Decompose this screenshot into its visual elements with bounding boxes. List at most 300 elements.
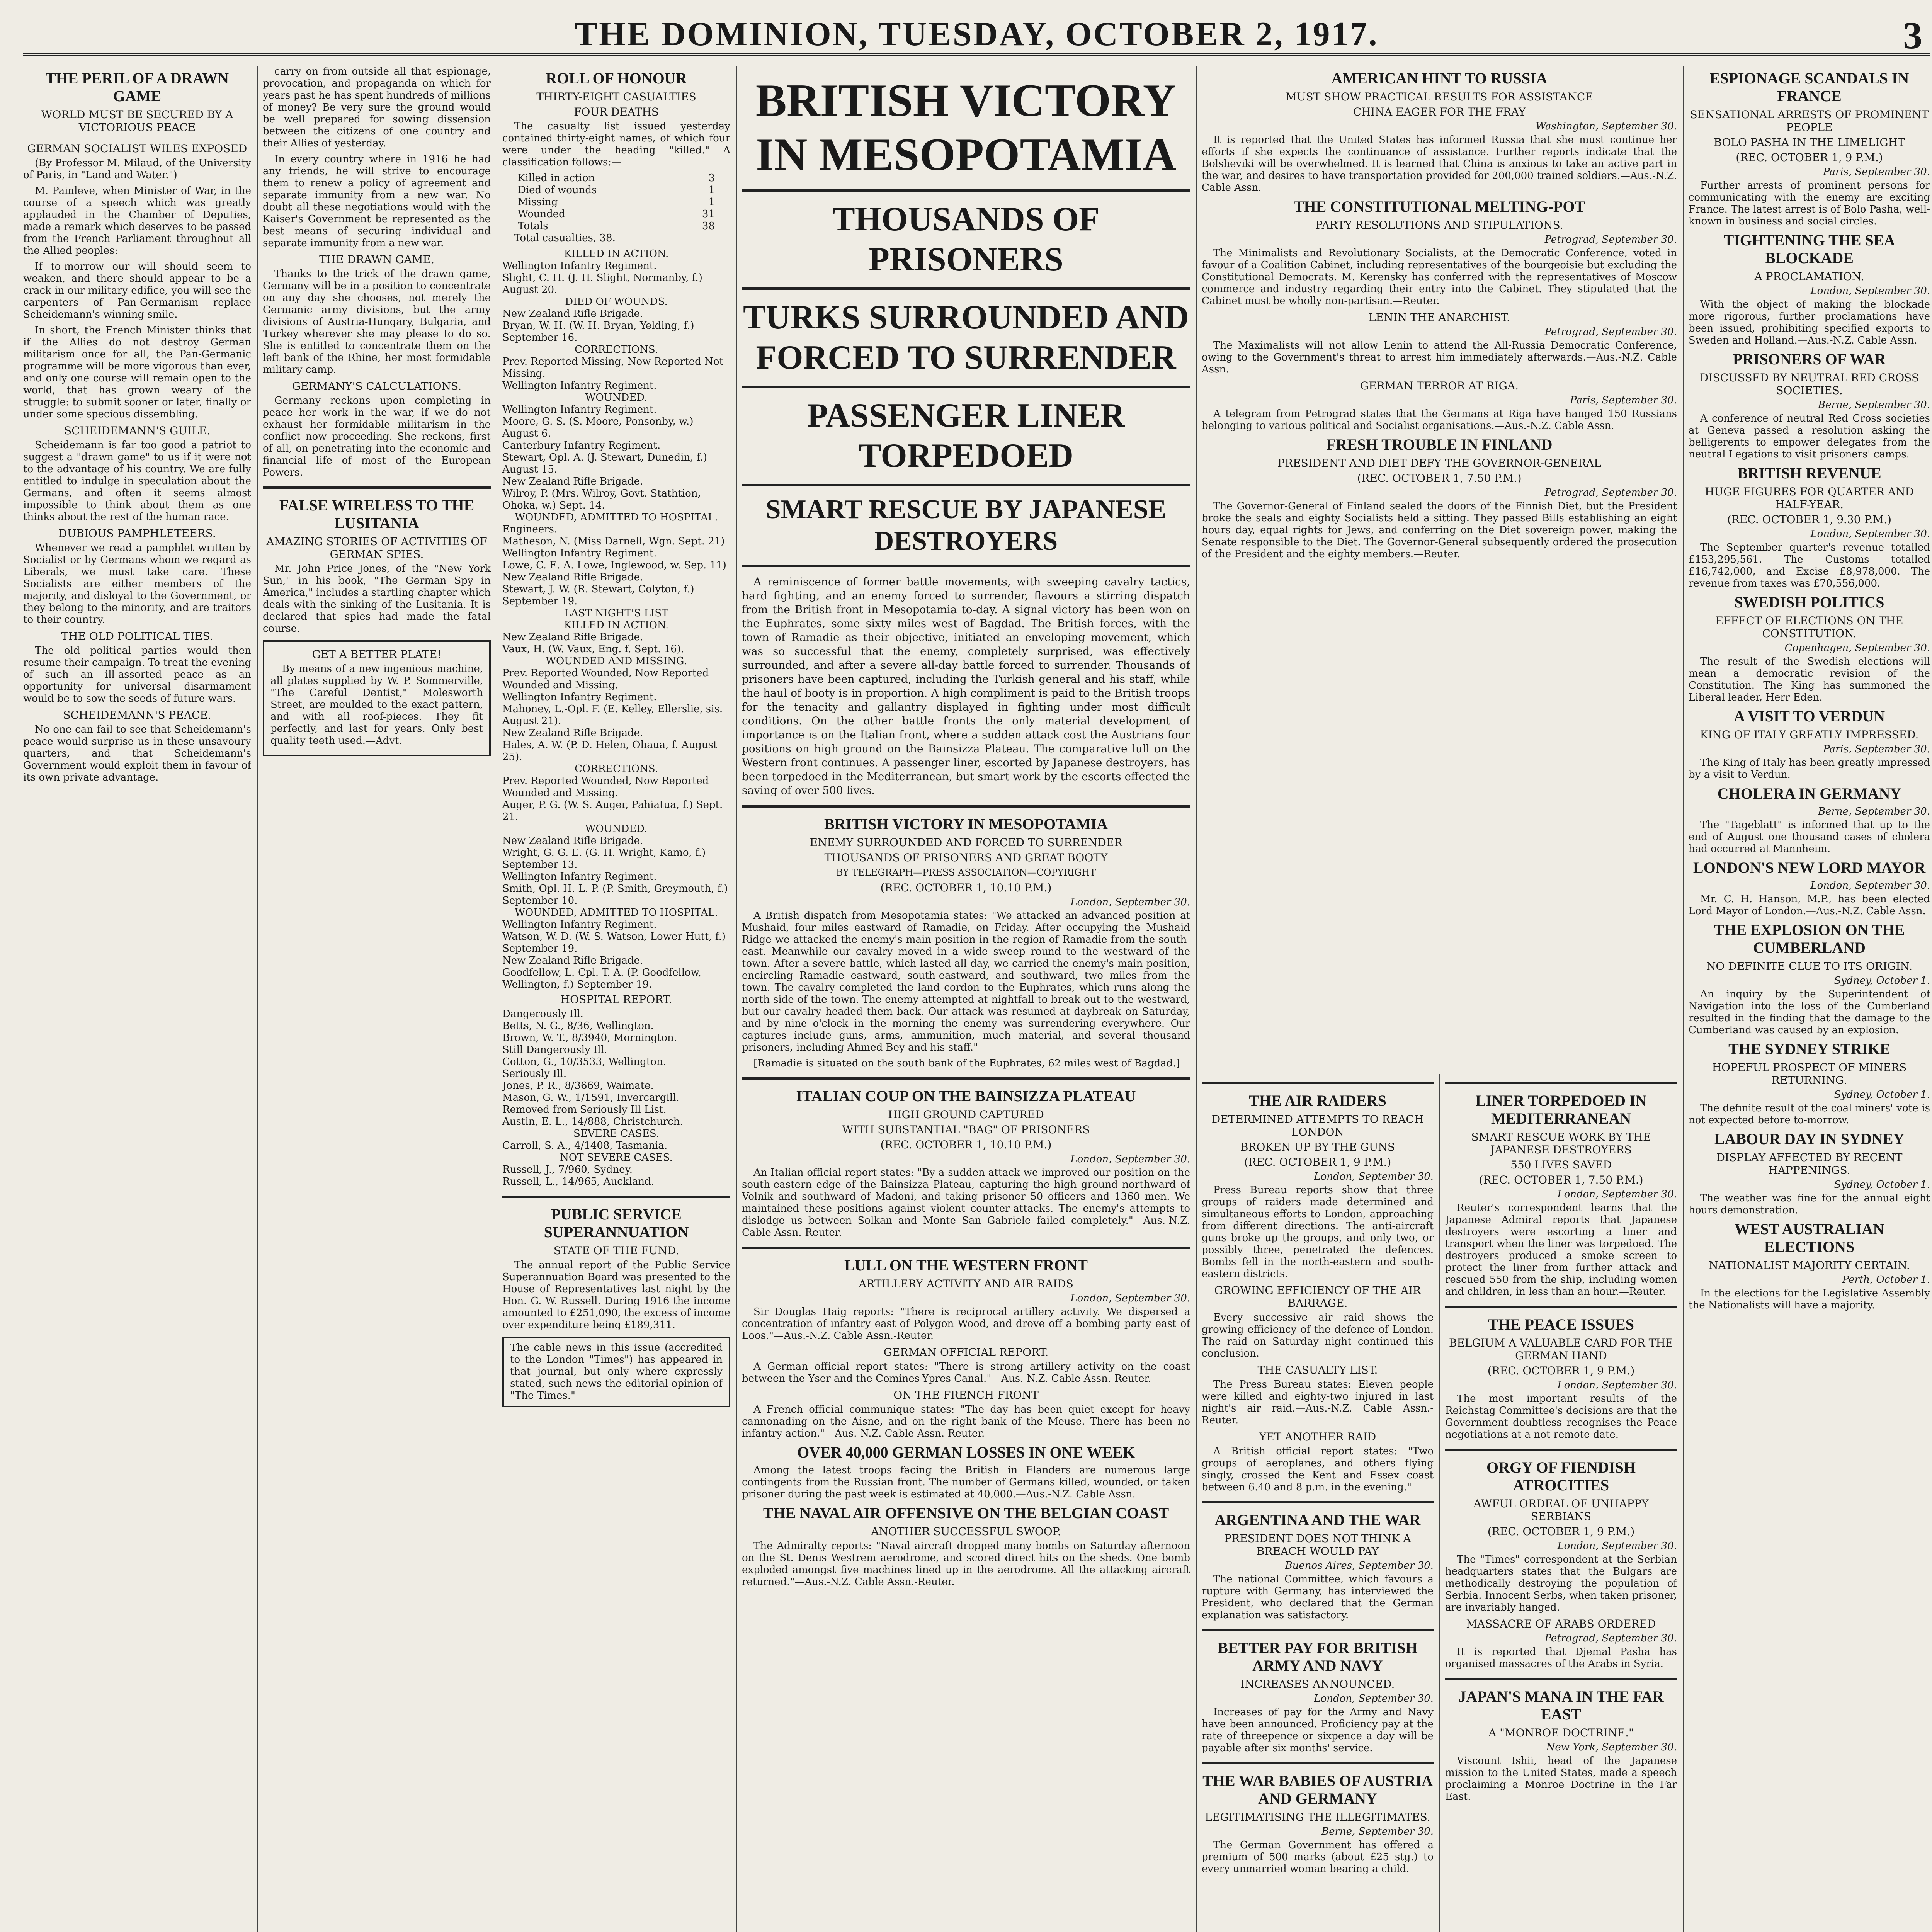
article-headline: LINER TORPEDOED IN MEDITERRANEAN — [1475, 1092, 1647, 1127]
notice-text: The cable news in this issue (accredited to the London "Times") has appeared in that journal, but only where expressly stated, such news the editorial opinion of "The Times." — [510, 1342, 723, 1401]
paragraph: The Admiralty reports: "Naval aircraft dropped many bombs on Saturday afternoon on the St. Denis Westrem aerodrome, and scored direct hits on the sheds. One bomb exploded amongst five machines lined up in the aerodrome. All the attacking aircraft returned."—Aus.-N.Z. Cable Assn.-Reuter. — [742, 1540, 1190, 1588]
divider — [1202, 1629, 1434, 1631]
article-subhead: PARTY RESOLUTIONS AND STIPULATIONS. — [1315, 219, 1563, 231]
paragraph: The Maximalists will not allow Lenin to attend the All-Russia Democratic Conference, owing to the Government's threat to arrest him immediately afterwards.—Aus.-N.Z. Cable Assn. — [1202, 340, 1677, 375]
article-subhead: SENSATIONAL ARRESTS OF PROMINENT PEOPLE — [1690, 108, 1929, 134]
dateline: London, September 30. — [1810, 285, 1930, 297]
received: (REC. OCTOBER 1, 10.10 P.M.) — [880, 1138, 1052, 1151]
dateline: Buenos Aires, September 30. — [1285, 1560, 1434, 1571]
paragraph: A German official report states: "There is strong artillery activity on the coast between the Yser and the Comines-Ypres Canal."—Aus.-N.Z. Cable Assn.-Reuter. — [742, 1361, 1190, 1384]
list-item: DIED OF WOUNDS. — [565, 296, 668, 308]
list-item: SEVERE CASES. — [573, 1128, 659, 1139]
paragraph: With the object of making the blockade more rigorous, further proclamations have been issued, prohibiting specified exports to Sweden and Holland.—Aus.-N.Z. Cable Assn. — [1689, 299, 1930, 346]
paragraph: carry on from outside all that espionage, provocation, and propaganda on which for years past he has spent hundreds of millions of money? Be very sure the ground would be well prepared for sowing dissension between the citizens of one country and their Allies of yesterday. — [263, 66, 491, 149]
paragraph: The most important results of the Reichstag Committee's decisions are that the Government doubtless recognises the Peace negotiations at a not remote date. — [1445, 1393, 1677, 1440]
article-subhead: DETERMINED ATTEMPTS TO REACH LONDON — [1211, 1113, 1424, 1138]
received: (REC. OCTOBER 1, 7.50 P.M.) — [1357, 472, 1522, 485]
list-item: New Zealand Rifle Brigade. — [502, 308, 643, 320]
article-subhead: FOUR DEATHS — [574, 105, 659, 118]
column-rule — [1683, 66, 1684, 1932]
list-item: Hales, A. W. (P. D. Helen, Ohaua, f. August 25). — [502, 739, 718, 763]
list-item: KILLED IN ACTION. — [564, 619, 669, 631]
paragraph: No one can fail to see that Scheidemann's peace would surprise us in these unsavoury quarters, and that Scheidemann's Government would exploit them in favour of its own private advantage. — [23, 724, 251, 783]
divider — [742, 1077, 1190, 1080]
list-item: Seriously Ill. — [502, 1068, 567, 1080]
casualty-label: Wounded — [518, 208, 565, 220]
article-headline: ESPIONAGE SCANDALS IN FRANCE — [1709, 70, 1909, 105]
page-number: 3 — [1903, 14, 1922, 57]
list-item: Wellington Infantry Regiment. — [502, 380, 657, 391]
section-head: GERMANY'S CALCULATIONS. — [292, 380, 462, 393]
paragraph: Among the latest troops facing the British in Flanders are numerous large contingents from the Russian front. The number of Germans killed, wounded, or taken prisoner during the past week is estimated at 40,000.—Aus.-N.Z. Cable Assn. — [742, 1464, 1190, 1500]
list-item: NOT SEVERE CASES. — [560, 1152, 673, 1163]
article-headline: THE PEACE ISSUES — [1488, 1316, 1634, 1333]
divider — [742, 1247, 1190, 1249]
article-headline: ARGENTINA AND THE WAR — [1214, 1511, 1421, 1529]
dateline: London, September 30. — [1557, 1189, 1677, 1200]
list-item: Wellington Infantry Regiment. — [502, 260, 657, 272]
article-headline: BRITISH VICTORY IN MESOPOTAMIA — [824, 815, 1108, 833]
paragraph: Mr. John Price Jones, of the "New York Sun," in his book, "The German Spy in America," includes a startling chapter which deals with the sinking of the Lusitania. It is declared that spies had made the fatal course. — [263, 563, 491, 634]
column-2 — [263, 66, 491, 1932]
article-subhead: ARTILLERY ACTIVITY AND AIR RAIDS — [859, 1277, 1073, 1290]
list-item: Goodfellow, L.-Cpl. T. A. (P. Goodfellow, Wellington, f.) September 19. — [502, 967, 702, 990]
list-item: Matheson, N. (Miss Darnell, Wgn. Sept. 21) — [502, 536, 725, 547]
masthead — [23, 11, 1930, 56]
paragraph: In every country where in 1916 he had any friends, he will strive to encourage them to renew a policy of agreement and separate immunity from a new war. No doubt all these negotiations would with the Kaiser's Government be represented as the best means of securing individual and separate immunity from a new war. — [263, 153, 491, 249]
banner: PASSENGER LINER TORPEDOED — [807, 397, 1125, 474]
casualty-count: 3 — [708, 172, 715, 184]
banner: THOUSANDS OF PRISONERS — [832, 201, 1100, 278]
dateline: London, September 30. — [1810, 528, 1930, 540]
paragraph: A conference of neutral Red Cross societies at Geneva passed a resolution asking the belligerents to empower delegates from the neutral Legations to visit prisoners' camps. — [1689, 413, 1930, 460]
dateline: Sydney, October 1. — [1834, 975, 1930, 986]
list-item: Carroll, S. A., 4/1408, Tasmania. — [502, 1140, 668, 1151]
column-rule — [736, 66, 737, 1932]
credit: BY TELEGRAPH—PRESS ASSOCIATION—COPYRIGHT — [836, 867, 1096, 878]
article-subhead: THOUSANDS OF PRISONERS AND GREAT BOOTY — [824, 851, 1108, 864]
divider — [1445, 1678, 1677, 1680]
banner: TURKS SURROUNDED AND FORCED TO SURRENDER — [743, 299, 1189, 376]
list-item: Wilroy, P. (Mrs. Wilroy, Govt. Stathtion, Ohoka, w.) Sept. 14. — [502, 488, 701, 511]
paragraph: The old political parties would then resume their campaign. To treat the evening of such an ill-assorted peace as an opportunity for universal disarmament would be to sow the seeds of future wars. — [23, 645, 251, 704]
received: (REC. OCTOBER 1, 9 P.M.) — [1736, 151, 1883, 164]
hospital-list — [502, 1008, 730, 1188]
paragraph: M. Painleve, when Minister of War, in the course of a speech which was greatly applauded in the Chamber of Deputies, made a remark which deserves to be passed from the French Parliament throughout all the Allied peoples: — [23, 185, 251, 257]
ad-headline: GET A BETTER PLATE! — [312, 648, 442, 661]
article-headline: BETTER PAY FOR BRITISH ARMY AND NAVY — [1218, 1639, 1418, 1674]
masthead-title: THE DOMINION, TUESDAY, OCTOBER 2, 1917. — [575, 15, 1379, 53]
article-subhead: WORLD MUST BE SECURED BY A VICTORIOUS PEACE — [41, 108, 233, 134]
paragraph: Mr. C. H. Hanson, M.P., has been elected Lord Mayor of London.—Aus.-N.Z. Cable Assn. — [1689, 893, 1930, 917]
article-subhead: HIGH GROUND CAPTURED — [888, 1108, 1044, 1121]
dateline: Petrograd, September 30. — [1544, 234, 1677, 245]
dateline: Paris, September 30. — [1823, 166, 1930, 178]
dateline: Washington, September 30. — [1536, 121, 1677, 132]
list-item: WOUNDED, ADMITTED TO HOSPITAL. — [515, 512, 718, 523]
article-headline: JAPAN'S MANA IN THE FAR EAST — [1458, 1688, 1664, 1723]
article-headline: AMERICAN HINT TO RUSSIA — [1331, 70, 1548, 87]
divider — [742, 386, 1190, 388]
list-item: Still Dangerously Ill. — [502, 1044, 607, 1056]
article-headline: PUBLIC SERVICE SUPERANNUATION — [544, 1206, 689, 1241]
byline: (By Professor M. Milaud, of the University of Paris, in "Land and Water.") — [23, 157, 251, 181]
list-item: Wellington Infantry Regiment. — [502, 871, 657, 883]
article-subhead: HUGE FIGURES FOR QUARTER AND HALF-YEAR. — [1705, 485, 1914, 511]
paragraph: Increases of pay for the Army and Navy have been announced. Proficiency pay at the rate of threepence or sixpence a day will be payable after six months' service. — [1202, 1706, 1434, 1754]
article-subhead: INCREASES ANNOUNCED. — [1240, 1678, 1395, 1690]
received: (REC. OCTOBER 1, 9 P.M.) — [1244, 1156, 1391, 1168]
divider — [502, 1196, 730, 1198]
divider — [742, 805, 1190, 808]
list-item: Smith, Opl. H. L. P. (P. Smith, Greymouth, f.) September 10. — [502, 883, 728, 906]
advertisement — [263, 640, 491, 756]
list-item: Prev. Reported Missing, Now Reported Not Missing. — [502, 356, 723, 379]
article-subhead: LEGITIMATISING THE ILLEGITIMATES. — [1205, 1811, 1430, 1823]
article-headline: ITALIAN COUP ON THE BAINSIZZA PLATEAU — [796, 1087, 1136, 1105]
article-headline: THE CONSTITUTIONAL MELTING-POT — [1293, 198, 1585, 215]
section-head: YET ANOTHER RAID — [1259, 1430, 1376, 1443]
dateline: Berne, September 30. — [1321, 1826, 1434, 1837]
paragraph: [Ramadie is situated on the south bank of the Euphrates, 62 miles west of Bagdad.] — [753, 1058, 1180, 1069]
list-item: CORRECTIONS. — [574, 763, 658, 775]
list-item: Wright, G. G. E. (G. H. Wright, Kamo, f.) September 13. — [502, 847, 706, 871]
article-subhead: THIRTY-EIGHT CASUALTIES — [536, 90, 696, 103]
summary: A reminiscence of former battle movements, with sweeping cavalry tactics, hard fighting, and an enemy forced to surrender, flavours a stirring dispatch from the British front in Mesopotamia to-day. A signal victory has been won on the Euphrates, some sixty miles west of Bagdad. The British forces, with the town of Ramadie as their objective, initiated an enveloping movement, which was so successful that the enemy, completely surprised, was effectively surrounded, and after a severe all-day battle forced to surrender. Thousands of prisoners have been captured, including the Turkish general and his staff, while the haul of booty is in proportion. A high compliment is paid to the British troops for the tenacity and gallantry displayed in fighting under most difficult conditions. On the other battle fronts the only material development of importance is on the Italian front, where a sudden attack cost the Austrians four positions on high ground on the Bainsizza Plateau. The comparative lull on the Western front continues. A passenger liner, escorted by Japanese destroyers, has been torpedoed in the Mediterranean, but smart work by the escorts effected the saving of over 500 lives. — [742, 575, 1190, 797]
list-item: Moore, G. S. (S. Moore, Ponsonby, w.) August 6. — [502, 416, 694, 439]
list-item: Prev. Reported Wounded, Now Reported Wounded and Missing. — [502, 667, 709, 691]
list-item: Bryan, W. H. (W. H. Bryan, Yelding, f.) September 16. — [502, 320, 694, 344]
article-subhead: BOLO PASHA IN THE LIMELIGHT — [1714, 136, 1905, 149]
paragraph: Press Bureau reports show that three groups of raiders made determined and simultaneous efforts to London, approaching from different directions. The anti-aircraft guns broke up the groups, and only two, or possibly three, penetrated the defences. Bombs fell in the north-eastern and south-eastern districts. — [1202, 1184, 1434, 1280]
dateline: London, September 30. — [1314, 1171, 1434, 1182]
list-item: New Zealand Rifle Brigade. — [502, 631, 643, 643]
section-head: ON THE FRENCH FRONT — [893, 1389, 1039, 1401]
paragraph: Total casualties, 38. — [514, 232, 616, 244]
divider — [1445, 1449, 1677, 1451]
list-item: Brown, W. T., 8/3940, Mornington. — [502, 1032, 677, 1044]
article-headline: BRITISH REVENUE — [1737, 464, 1881, 482]
dateline: London, September 30. — [1070, 896, 1190, 908]
list-item: Stewart, Opl. A. (J. Stewart, Dunedin, f.) August 15. — [502, 452, 707, 475]
received: (REC. OCTOBER 1, 10.10 P.M.) — [880, 881, 1052, 894]
paragraph: A telegram from Petrograd states that the Germans at Riga have hanged 150 Russians belonging to various political and Socialist organisations.—Aus.-N.Z. Cable Assn. — [1202, 408, 1677, 432]
article-subhead: MUST SHOW PRACTICAL RESULTS FOR ASSISTANCE — [1286, 90, 1593, 103]
paragraph: It is reported that the United States has informed Russia that she must continue her efforts if she expects the continuance of assistance. Further reports indicate that the Bolsheviki will be overwhelmed. It is learned that China is anxious to take an active part in the war, and desires to have transportation provided for 200,000 trained soldiers.—Aus.-N.Z. Cable Assn. — [1202, 134, 1677, 194]
list-item: Dangerously Ill. — [502, 1008, 583, 1020]
article-headline: ORGY OF FIENDISH ATROCITIES — [1486, 1459, 1636, 1494]
column-rule — [257, 66, 258, 1932]
paragraph: Further arrests of prominent persons for communicating with the enemy are exciting France. The latest arrest is of Bolo Pasha, well-known in business and social circles. — [1689, 180, 1930, 227]
list-item: Auger, P. G. (W. S. Auger, Pahiatua, f.) Sept. 21. — [502, 799, 723, 823]
article-headline: THE PERIL OF A DRAWN GAME — [45, 70, 229, 105]
article-subhead: AWFUL ORDEAL OF UNHAPPY SERBIANS — [1473, 1497, 1649, 1523]
section-head: DUBIOUS PAMPHLETEERS. — [58, 527, 216, 540]
section-head: MASSACRE OF ARABS ORDERED — [1466, 1617, 1656, 1630]
article-subhead: A PROCLAMATION. — [1754, 270, 1864, 283]
casualty-row — [518, 184, 715, 196]
divider — [1445, 1306, 1677, 1308]
paragraph: Sir Douglas Haig reports: "There is reciprocal artillery activity. We dispersed a concentration of infantry east of Polygon Wood, and drove off a bombing party east of Loos."—Aus.-N.Z. Cable Assn.-Reuter. — [742, 1306, 1190, 1342]
article-headline: LABOUR DAY IN SYDNEY — [1714, 1130, 1905, 1148]
list-item: KILLED IN ACTION. — [564, 248, 669, 260]
column-rule — [1196, 66, 1197, 1932]
paragraph: Thanks to the trick of the drawn game, Germany will be in a position to concentrate on any day she chooses, not merely the Germanic army divisions, but the army divisions of Austria-Hungary, Bulgaria, and Turkey wherever she may please to do so. She is entitled to concentrate them on the left bank of the Rhine, her most formidable military camp. — [263, 268, 491, 376]
casualty-label: Totals — [518, 220, 548, 232]
paragraph: The "Tageblatt" is informed that up to the end of August one thousand cases of cholera had occurred at Mannheim. — [1689, 819, 1930, 855]
paragraph: Whenever we read a pamphlet written by Socialist or by Germans whom we regard as Liberals, we must take care. These Socialists are either members of the majority, and disloyal to the Government, or they belong to the minority, and are traitors to their country. — [23, 542, 251, 626]
column-3 — [502, 66, 730, 1932]
list-item: Wellington Infantry Regiment. — [502, 919, 657, 930]
paragraph: The casualty list issued yesterday contained thirty-eight names, of which four were under the heading "killed." A classification follows:— — [502, 121, 730, 168]
section-head: SCHEIDEMANN'S PEACE. — [63, 709, 211, 721]
article-headline: WEST AUSTRALIAN ELECTIONS — [1734, 1220, 1884, 1255]
article-headline: THE AIR RAIDERS — [1249, 1092, 1386, 1109]
dateline: Paris, September 30. — [1823, 743, 1930, 755]
article-headline: FRESH TROUBLE IN FINLAND — [1326, 436, 1553, 453]
article-subhead: STATE OF THE FUND. — [553, 1244, 679, 1257]
paragraph: The weather was fine for the annual eight hours demonstration. — [1689, 1192, 1930, 1216]
list-item: Russell, J., 7/960, Sydney. — [502, 1164, 633, 1175]
casualty-label: Missing — [518, 196, 558, 208]
casualty-row — [518, 220, 715, 232]
list-item: Russell, L., 14/965, Auckland. — [502, 1176, 654, 1187]
article-headline: FALSE WIRELESS TO THE LUSITANIA — [279, 497, 474, 532]
foreign-news — [1202, 66, 1677, 1063]
list-item: Prev. Reported Wounded, Now Reported Wounded and Missing. — [502, 775, 709, 799]
article-headline: THE EXPLOSION ON THE CUMBERLAND — [1714, 921, 1905, 956]
article-subhead: WITH SUBSTANTIAL "BAG" OF PRISONERS — [842, 1123, 1090, 1136]
article-subhead: 550 LIVES SAVED — [1510, 1158, 1612, 1171]
section-head: SCHEIDEMANN'S GUILE. — [64, 424, 211, 437]
paragraph: The German Government has offered a premium of 500 marks (about £25 stg.) to every unmarried woman bearing a child. — [1202, 1839, 1434, 1875]
ad-text: By means of a new ingenious machine, all plates supplied by W. P. Sommerville, "The Careful Dentist," Molesworth Street, are moulded to the exact pattern, and with all roof-pieces. They fit perfectly, and last for years. Only best quality teeth used.—Advt. — [270, 663, 483, 747]
paragraph: Germany reckons upon completing in peace her work in the war, if we do not exhaust her formidable militarism in the conflict now proceeding. She reckons, first of all, on penetrating into the economic and financial life of most of the European Powers. — [263, 395, 491, 478]
dateline: New York, September 30. — [1546, 1742, 1677, 1753]
article-subhead: KING OF ITALY GREATLY IMPRESSED. — [1700, 728, 1919, 741]
casualty-row — [518, 208, 715, 220]
article-subhead: ANOTHER SUCCESSFUL SWOOP. — [871, 1525, 1061, 1538]
article-headline: PRISONERS OF WAR — [1733, 350, 1886, 368]
paragraph: A French official communique states: "The day has been quiet except for heavy cannonading on the Aisne, and on the right bank of the Meuse. There has been no infantry action."—Aus.-N.Z. Cable Assn.-Reuter. — [742, 1404, 1190, 1439]
dateline: Petrograd, September 30. — [1544, 326, 1677, 338]
list-item: New Zealand Rifle Brigade. — [502, 835, 643, 847]
list-item: Mason, G. W., 1/1591, Invercargill. — [502, 1092, 679, 1104]
received: (REC. OCTOBER 1, 9.30 P.M.) — [1727, 513, 1892, 526]
paragraph: A British official report states: "Two groups of aeroplanes, and others flying singly, crossed the Kent and Essex coast between 6.40 and 8 p.m. in the evening." — [1202, 1446, 1434, 1493]
paragraph: It is reported that Djemal Pasha has organised massacres of the Arabs in Syria. — [1445, 1646, 1677, 1670]
dateline: London, September 30. — [1557, 1379, 1677, 1391]
casualty-label: Killed in action — [518, 172, 595, 184]
divider — [742, 189, 1190, 192]
paragraph: If to-morrow our will should seem to weaken, and there should appear to be a crack in our military edifice, you will see the carpenters of Pan-Germanism replace Scheidemann's winning smile. — [23, 261, 251, 320]
dateline: Berne, September 30. — [1818, 806, 1930, 817]
list-item: Austin, E. L., 14/888, Christchurch. — [502, 1116, 683, 1128]
list-item: Wellington Infantry Regiment. — [502, 548, 657, 559]
article-subhead: NATIONALIST MAJORITY CERTAIN. — [1709, 1259, 1910, 1272]
list-item: Removed from Seriously Ill List. — [502, 1104, 667, 1116]
list-item: WOUNDED. — [585, 823, 648, 835]
article-headline: TIGHTENING THE SEA BLOCKADE — [1723, 231, 1895, 267]
divider — [742, 565, 1190, 567]
received: (REC. OCTOBER 1, 9 P.M.) — [1487, 1364, 1635, 1377]
dateline: Sydney, October 1. — [1834, 1179, 1930, 1190]
list-item: Vaux, H. (W. Vaux, Eng. f. Sept. 16). — [502, 643, 684, 655]
article-headline: LULL ON THE WESTERN FRONT — [844, 1257, 1088, 1274]
dateline: London, September 30. — [1314, 1693, 1434, 1704]
dateline: London, September 30. — [1070, 1153, 1190, 1165]
dateline: Petrograd, September 30. — [1544, 1633, 1677, 1644]
banner: SMART RESCUE BY JAPANESE DESTROYERS — [765, 495, 1167, 556]
article-headline: OVER 40,000 GERMAN LOSSES IN ONE WEEK — [797, 1444, 1135, 1461]
section-head: THE DRAWN GAME. — [319, 253, 434, 266]
section-head: THE CASUALTY LIST. — [1257, 1364, 1378, 1376]
center-column — [742, 66, 1190, 1932]
paragraph: In the elections for the Legislative Assembly the Nationalists will have a majority. — [1689, 1287, 1930, 1311]
section-head: THE OLD POLITICAL TIES. — [61, 630, 213, 643]
column-6 — [1202, 1074, 1434, 1932]
article-subhead: GERMAN SOCIALIST WILES EXPOSED — [27, 142, 247, 155]
column-8 — [1689, 66, 1930, 1932]
section-head: GERMAN OFFICIAL REPORT. — [883, 1346, 1049, 1359]
casualty-row — [518, 196, 715, 208]
article-subhead: NO DEFINITE CLUE TO ITS ORIGIN. — [1706, 960, 1913, 973]
list-item: Watson, W. D. (W. S. Watson, Lower Hutt, f.) September 19. — [502, 931, 726, 954]
dateline: Petrograd, September 30. — [1544, 487, 1677, 498]
list-item: New Zealand Rifle Brigade. — [502, 955, 643, 966]
article-subhead: AMAZING STORIES OF ACTIVITIES OF GERMAN SPIES. — [266, 535, 487, 561]
dateline: London, September 30. — [1557, 1540, 1677, 1552]
paragraph: The national Committee, which favours a rupture with Germany, has interviewed the President, who declared that the German explanation was satisfactory. — [1202, 1573, 1434, 1621]
list-item: Cotton, G., 10/3533, Wellington. — [502, 1056, 666, 1068]
article-headline: THE SYDNEY STRIKE — [1728, 1040, 1890, 1058]
article-subhead: DISCUSSED BY NEUTRAL RED CROSS SOCIETIES. — [1699, 371, 1919, 397]
main-banner: BRITISH VICTORY IN MESOPOTAMIA — [755, 75, 1177, 180]
paragraph: Scheidemann is far too good a patriot to suggest a "drawn game" to us if it were not to the advantage of his country. We are fully entitled to indulge in speculation about the Germans, and often it seems almost impossible to think about them as one thinks about the rest of the human race. — [23, 439, 251, 523]
received: (REC. OCTOBER 1, 9 P.M.) — [1487, 1525, 1635, 1538]
article-subhead: BELGIUM A VALUABLE CARD FOR THE GERMAN HAND — [1449, 1337, 1673, 1362]
list-item: Jones, P. R., 8/3669, Waimate. — [502, 1080, 654, 1092]
paragraph: Every successive air raid shows the growing efficiency of the defence of London. The raid on Saturday night continued this conclusion. — [1202, 1312, 1434, 1359]
list-item: New Zealand Rifle Brigade. — [502, 727, 643, 739]
paragraph: The Governor-General of Finland sealed the doors of the Finnish Diet, but the President broke the seals and eighty Socialists held a sitting. They passed Bills establishing an eight hours day, equal rights for Jews, and conferring on the Diet sovereign power, making the Senate responsible to the Diet. The Governor-General subsequently ordered the prosecution of the President and the eighty members.—Reuter. — [1202, 500, 1677, 560]
article-subhead: PRESIDENT DOES NOT THINK A BREACH WOULD PAY — [1224, 1532, 1411, 1558]
article-subhead: PRESIDENT AND DIET DEFY THE GOVERNOR-GENERAL — [1277, 457, 1601, 469]
article-headline: ROLL OF HONOUR — [546, 70, 687, 87]
section-head: LENIN THE ANARCHIST. — [1369, 311, 1510, 324]
article-headline: SWEDISH POLITICS — [1734, 594, 1884, 611]
column-7 — [1445, 1074, 1677, 1932]
list-item: WOUNDED. — [585, 392, 648, 403]
article-subhead: SMART RESCUE WORK BY THE JAPANESE DESTROYERS — [1471, 1131, 1651, 1156]
casualty-label: Died of wounds — [518, 184, 597, 196]
article-subhead: ENEMY SURROUNDED AND FORCED TO SURRENDER — [810, 836, 1122, 849]
paragraph: Viscount Ishii, head of the Japanese mission to the United States, made a speech proclaiming a Monroe Doctrine in the Far East. — [1445, 1755, 1677, 1803]
list-item: Mahoney, L.-Opl. F. (E. Kelley, Ellerslie, sis. August 21). — [502, 703, 723, 727]
column-rule — [1439, 1074, 1440, 1932]
article-subhead: EFFECT OF ELECTIONS ON THE CONSTITUTION. — [1715, 614, 1903, 640]
dateline: Paris, September 30. — [1570, 395, 1677, 406]
divider — [263, 486, 491, 489]
article-subhead: BROKEN UP BY THE GUNS — [1240, 1141, 1395, 1153]
list-item: New Zealand Rifle Brigade. — [502, 571, 643, 583]
column-1 — [23, 66, 251, 1932]
list-item: CORRECTIONS. — [574, 344, 658, 355]
section-head: HOSPITAL REPORT. — [560, 993, 672, 1006]
list-item: Betts, N. G., 8/36, Wellington. — [502, 1020, 654, 1032]
casualty-row — [518, 172, 715, 184]
paragraph: The Minimalists and Revolutionary Socialists, at the Democratic Conference, voted in favour of a Coalition Cabinet, including representatives of the bourgeoisie but excluding the Constitutional Democrats. M. Kerensky has conferred with the representatives of Moscow commerce and industry regarding their entry into the Cabinet. They stipulated that the Cabinet must be wholly non-partisan.—Reuter. — [1202, 247, 1677, 307]
dateline: Berne, September 30. — [1818, 399, 1930, 411]
casualty-count: 1 — [708, 184, 715, 196]
article-headline: A VISIT TO VERDUN — [1734, 707, 1885, 725]
paragraph: The King of Italy has been greatly impressed by a visit to Verdun. — [1689, 757, 1930, 781]
article-headline: THE WAR BABIES OF AUSTRIA AND GERMANY — [1202, 1772, 1433, 1807]
casualty-table — [502, 172, 730, 232]
section-head: GERMAN TERROR AT RIGA. — [1360, 379, 1519, 392]
article-subhead: DISPLAY AFFECTED BY RECENT HAPPENINGS. — [1716, 1151, 1903, 1177]
paragraph: An inquiry by the Superintendent of Navigation into the loss of the Cumberland resulted in the finding that the damage to the Cumberland was caused by an explosion. — [1689, 988, 1930, 1036]
divider — [1445, 1082, 1677, 1084]
casualty-list — [502, 248, 730, 991]
list-item: Lowe, C. E. A. Lowe, Inglewood, w. Sep. 11) — [502, 560, 726, 571]
dateline: Perth, October 1. — [1842, 1274, 1930, 1286]
paragraph: The definite result of the coal miners' vote is not expected before to-morrow. — [1689, 1102, 1930, 1126]
list-item: Stewart, J. W. (R. Stewart, Colyton, f.) September 19. — [502, 583, 694, 607]
article-subhead: HOPEFUL PROSPECT OF MINERS RETURNING. — [1712, 1061, 1907, 1087]
paragraph: The result of the Swedish elections will mean a democratic revision of the Constitution. The King has summoned the Liberal leader, Herr Eden. — [1689, 656, 1930, 703]
divider — [1202, 1082, 1434, 1084]
paragraph: The Press Bureau states: Eleven people were killed and eighty-two injured in last night's air raid.—Aus.-N.Z. Cable Assn.-Reuter. — [1202, 1379, 1434, 1426]
divider — [742, 287, 1190, 290]
dateline: London, September 30. — [1810, 880, 1930, 891]
divider — [1202, 1501, 1434, 1503]
casualty-count: 31 — [702, 208, 715, 220]
list-item: Canterbury Infantry Regiment. — [502, 440, 661, 451]
paragraph: A British dispatch from Mesopotamia states: "We attacked an advanced position at Mushaid, four miles eastward of Ramadie, on Friday. After occupying the Mushaid Ridge we attacked the enemy's main position in the region of Ramadie from the south-east. Meanwhile our cavalry moved in a wide sweep round to the westward of the town. After a severe battle, which lasted all day, we carried the enemy's main position, encircling Ramadie eastward, south-eastward, and southward, two miles from the town. The cavalry completed the land cordon to the Euphrates, which runs along the north side of the town. The enemy attempted at nightfall to break out to the westward, but our cavalry headed them back. Our attack was resumed at daybreak on Saturday, and by nine o'clock in the morning the enemy was surrendering everywhere. Our captures include guns, arms, ammunition, much material, and several thousand prisoners, including Ahmed Bey and his staff." — [742, 910, 1190, 1053]
list-item: LAST NIGHT'S LIST — [564, 607, 668, 619]
list-item: Wellington Infantry Regiment. — [502, 404, 657, 415]
list-item: Slight, C. H. (J. H. Slight, Normanby, f.) August 20. — [502, 272, 702, 296]
list-item: WOUNDED AND MISSING. — [546, 655, 687, 667]
article-subhead: A "MONROE DOCTRINE." — [1488, 1726, 1634, 1739]
paragraph: The "Times" correspondent at the Serbian headquarters states that the Bulgars are methodically destroying the population of Serbia. Innocent Serbs, when taken prisoner, are invariably hanged. — [1445, 1554, 1677, 1613]
article-headline: LONDON'S NEW LORD MAYOR — [1693, 859, 1926, 876]
list-item: New Zealand Rifle Brigade. — [502, 476, 643, 487]
dateline: Copenhagen, September 30. — [1784, 642, 1930, 654]
divider — [1202, 1762, 1434, 1764]
paragraph: The annual report of the Public Service Superannuation Board was presented to the House of Representatives last night by the Hon. G. W. Russell. During 1916 the income amounted to £251,090, the excess of income over expenditure being £189,311. — [502, 1259, 730, 1331]
article-headline: CHOLERA IN GERMANY — [1717, 785, 1901, 802]
article-headline: THE NAVAL AIR OFFENSIVE ON THE BELGIAN COAST — [763, 1504, 1169, 1522]
divider — [742, 484, 1190, 486]
list-item: Wellington Infantry Regiment. — [502, 691, 657, 703]
list-item: Engineers. — [502, 524, 558, 535]
casualty-count: 1 — [708, 196, 715, 208]
article-subhead: CHINA EAGER FOR THE FRAY — [1353, 105, 1526, 118]
casualty-count: 38 — [702, 220, 715, 232]
list-item: WOUNDED, ADMITTED TO HOSPITAL. — [515, 907, 718, 918]
notice-box — [502, 1337, 730, 1407]
section-head: GROWING EFFICIENCY OF THE AIR BARRAGE. — [1214, 1284, 1421, 1310]
received: (REC. OCTOBER 1, 7.50 P.M.) — [1479, 1173, 1643, 1186]
dateline: Sydney, October 1. — [1834, 1089, 1930, 1100]
paragraph: In short, the French Minister thinks that if the Allies do not destroy German militarism once for all, the Pan-Germanic programme will be more vigorous than ever, and only one course will remain open to the world, that has grown weary of the struggle: to submit sooner or later, finally or under some specious dissembling. — [23, 325, 251, 420]
paragraph: An Italian official report states: "By a sudden attack we improved our position on the south-eastern edge of the Bainsizza Plateau, capturing the high ground northward of Volnik and southward of Madoni, and taking prisoner 50 officers and 1360 men. We maintained these positions against violent counter-attacks. The enemy's attempts to dislodge us between Solkan and Monte San Gabriele failed completely."—Aus.-N.Z. Cable Assn.-Reuter. — [742, 1167, 1190, 1238]
paragraph: Reuter's correspondent learns that the Japanese Admiral reports that Japanese destroyers were escorting a liner and transport when the liner was torpedoed. The destroyers produced a smoke screen to protect the liner from further attack and rescued 550 from the ship, including women and children, in less than an hour.—Reuter. — [1445, 1202, 1677, 1298]
dateline: London, September 30. — [1070, 1293, 1190, 1304]
paragraph: The September quarter's revenue totalled £153,295,561. The Customs totalled £16,742,000, and Excise £8,978,000. The revenue from taxes was £70,556,000. — [1689, 542, 1930, 589]
